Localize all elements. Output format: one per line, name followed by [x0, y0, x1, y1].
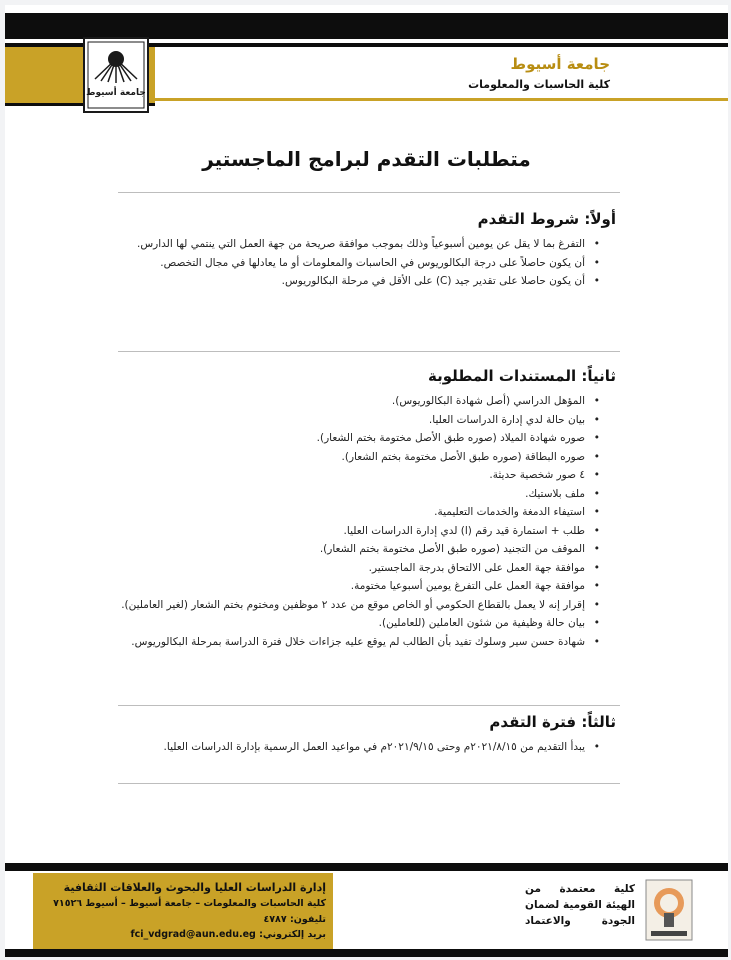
list-item: • بيان حالة وظيفية من شئون العاملين (للعاملين).: [110, 615, 600, 632]
header-black-band: [5, 13, 728, 39]
list-item: • صوره البطاقة (صوره طبق الأصل مختومة بختم الشعار).: [110, 449, 600, 466]
footer-phone: تليفون: ٤٧٨٧: [263, 914, 326, 925]
list-item: • أن يكون حاصلاً على درجة البكالوريوس في الحاسبات والمعلومات أو ما يعادلها في مجال التخصص.: [110, 255, 600, 272]
conditions-list: [110, 236, 600, 292]
faculty-logo-icon: [645, 879, 693, 941]
footer-email: بريد إلكتروني: fci_vdgrad@aun.edu.eg: [130, 929, 326, 940]
list-item: • موافقة جهة العمل على التفرغ يومين أسبوعيا مختومة.: [110, 578, 600, 595]
section-heading-documents: ثانياً: المستندات المطلوبة: [427, 367, 616, 385]
divider: [118, 783, 620, 784]
list-item: • التفرغ بما لا يقل عن يومين أسبوعياً وذلك بموجب موافقة صريحة من جهة العمل التي ينتمي لها الدارس.: [110, 236, 600, 253]
accreditation-text: كلية معتمدة من الهيئة القومية لضمان الجودة والاعتماد: [525, 883, 635, 927]
footer-department: إدارة الدراسات العليا والبحوث والعلاقات الثقافية: [63, 881, 326, 894]
divider: [118, 351, 620, 352]
footer-black-band: [5, 863, 728, 871]
period-list: [110, 739, 600, 758]
list-item: • الموقف من التجنيد (صوره طبق الأصل مختومة بختم الشعار).: [110, 541, 600, 558]
list-item: • أن يكون حاصلا على تقدير جيد (C) على الأقل في مرحلة البكالوريوس.: [110, 273, 600, 290]
divider: [118, 705, 620, 706]
list-item: • شهادة حسن سير وسلوك تفيد بأن الطالب لم يوقع عليه جزاءات خلال فترة الدراسة بمرحلة البكالوريوس.: [110, 634, 600, 651]
documents-list: [110, 393, 600, 652]
section-heading-conditions: أولاً: شروط التقدم: [477, 210, 616, 228]
university-name: جامعة أسيوط: [510, 55, 610, 73]
list-item: • استيفاء الدمغة والخدمات التعليمية.: [110, 504, 600, 521]
footer-address: كلية الحاسبات والمعلومات – جامعة أسيوط – أسيوط ٧١٥٢٦: [53, 898, 326, 909]
header-gold-line: [155, 98, 728, 101]
university-logo-icon: [83, 37, 149, 113]
list-item: • صوره شهادة الميلاد (صوره طبق الأصل مختومة بختم الشعار).: [110, 430, 600, 447]
list-item: • يبدأ التقديم من ٢٠٢١/٨/١٥م وحتى ٢٠٢١/٩/١٥م في مواعيد العمل الرسمية بإدارة الدراسات العليا.: [110, 739, 600, 756]
list-item: • إقرار إنه لا يعمل بالقطاع الحكومي أو الخاص موقع من عدد ٢ موظفين ومختوم بختم الشعار (لغير العاملين).: [110, 597, 600, 614]
document-page: [5, 5, 728, 957]
faculty-name: كلية الحاسبات والمعلومات: [468, 78, 610, 91]
section-heading-period: ثالثاً: فترة التقدم: [489, 713, 616, 731]
footer-black-band-bottom: [5, 949, 728, 957]
logo-caption: جامعة أسيوط: [86, 88, 146, 98]
list-item: • ٤ صور شخصية حديثة.: [110, 467, 600, 484]
list-item: • بيان حالة لدي إدارة الدراسات العليا.: [110, 412, 600, 429]
list-item: • المؤهل الدراسي (أصل شهادة البكالوريوس).: [110, 393, 600, 410]
list-item: • موافقة جهة العمل على الالتحاق بدرجة الماجستير.: [110, 560, 600, 577]
list-item: • ملف بلاستيك.: [110, 486, 600, 503]
divider: [118, 192, 620, 193]
page-title: متطلبات التقدم لبرامج الماجستير: [202, 147, 531, 171]
list-item: • طلب + استمارة قيد رقم (ا) لدي إدارة الدراسات العليا.: [110, 523, 600, 540]
